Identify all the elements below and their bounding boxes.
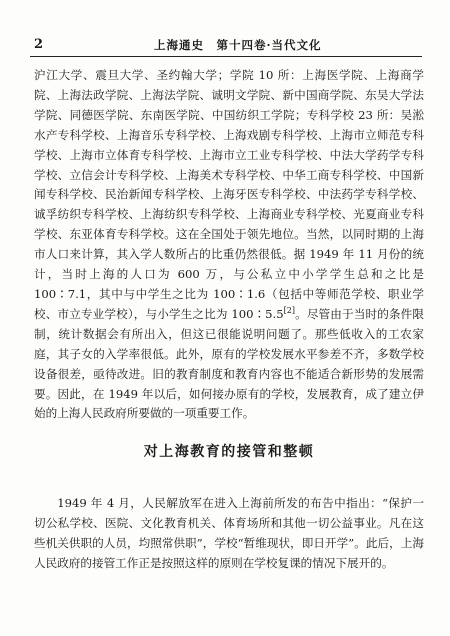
body-text-block — [34, 66, 424, 424]
page-header — [34, 36, 420, 54]
section-body — [34, 494, 424, 574]
citation-mark: [2] — [283, 306, 295, 316]
section-heading: 对上海教育的接管和整顿 — [143, 444, 315, 460]
running-title: 上海通史 第十四卷·当代文化 — [154, 38, 322, 52]
paragraph-text: 沪江大学、震旦大学、圣约翰大学；学院 10 所：上海医学院、上海商学院、上海法政学院、上海法学院、诚明文学院、新中国商学院、东吴大学法学院、同德医学院、东南医学院、中国纺织工学院；专科学校 23 所：吴淞水产专科学校、上海音乐专科学校、上海戏剧专科学校、上海市立师范专科学校、上海市立体育专科学校、上海市立工业专科学校、中法大学药学专科学校、立信会计专科学校、上海美术专科学校、中华工商专科学校、中国新闻专科学校、民治新闻专科学校、上海牙医专科学校、中法药学专科学校、诚孚纺织专科学校、上海纺织专科学校、上海商业专科学校、光夏商业专科学校、东亚体育专科学校。这在全国处于领先地位。当然，以同时期的上海市人口来计算，其入学人数所占的比重仍然很低。据 1949 年 11 月份的统计，当时上海的人口为 600 万，与公私立中小学学生总和之比是 100∶7.1，其中与中学生之比为 100∶1.6（包括中等师范学校、职业学校、市立专业学校），与小学生之比为 100∶5.5 — [34, 68, 424, 321]
paragraph-text-continued: 。尽管由于当时的条件限制，统计数据会有所出入，但这已很能说明问题了。那些低收入的工农家庭，其子女的入学率很低。此外，原有的学校发展水平参差不齐，多数学校设备很差，亟待改进。旧的教育制度和教育内容也不能适合新形势的发展需要。因此，在 1949 年以后，如何接办原有的学校，发展教育，成了建立伊始的上海人民政府所要做的一项重要工作。 — [34, 306, 424, 421]
header-divider — [30, 56, 422, 57]
section-paragraph: 1949 年 4 月，人民解放军在进入上海前所发的布告中指出：“保护一切公私学校、医院、文化教育机关、体育场所和其他一切公益事业。凡在这些机关供职的人员，均照常供职”，学校“暂维现状，即日开学”。此后，上海人民政府的接管工作正是按照这样的原则在学校复课的情况下展开的。 — [34, 496, 424, 570]
page-number: 2 — [34, 37, 44, 52]
body-paragraph — [34, 66, 424, 424]
